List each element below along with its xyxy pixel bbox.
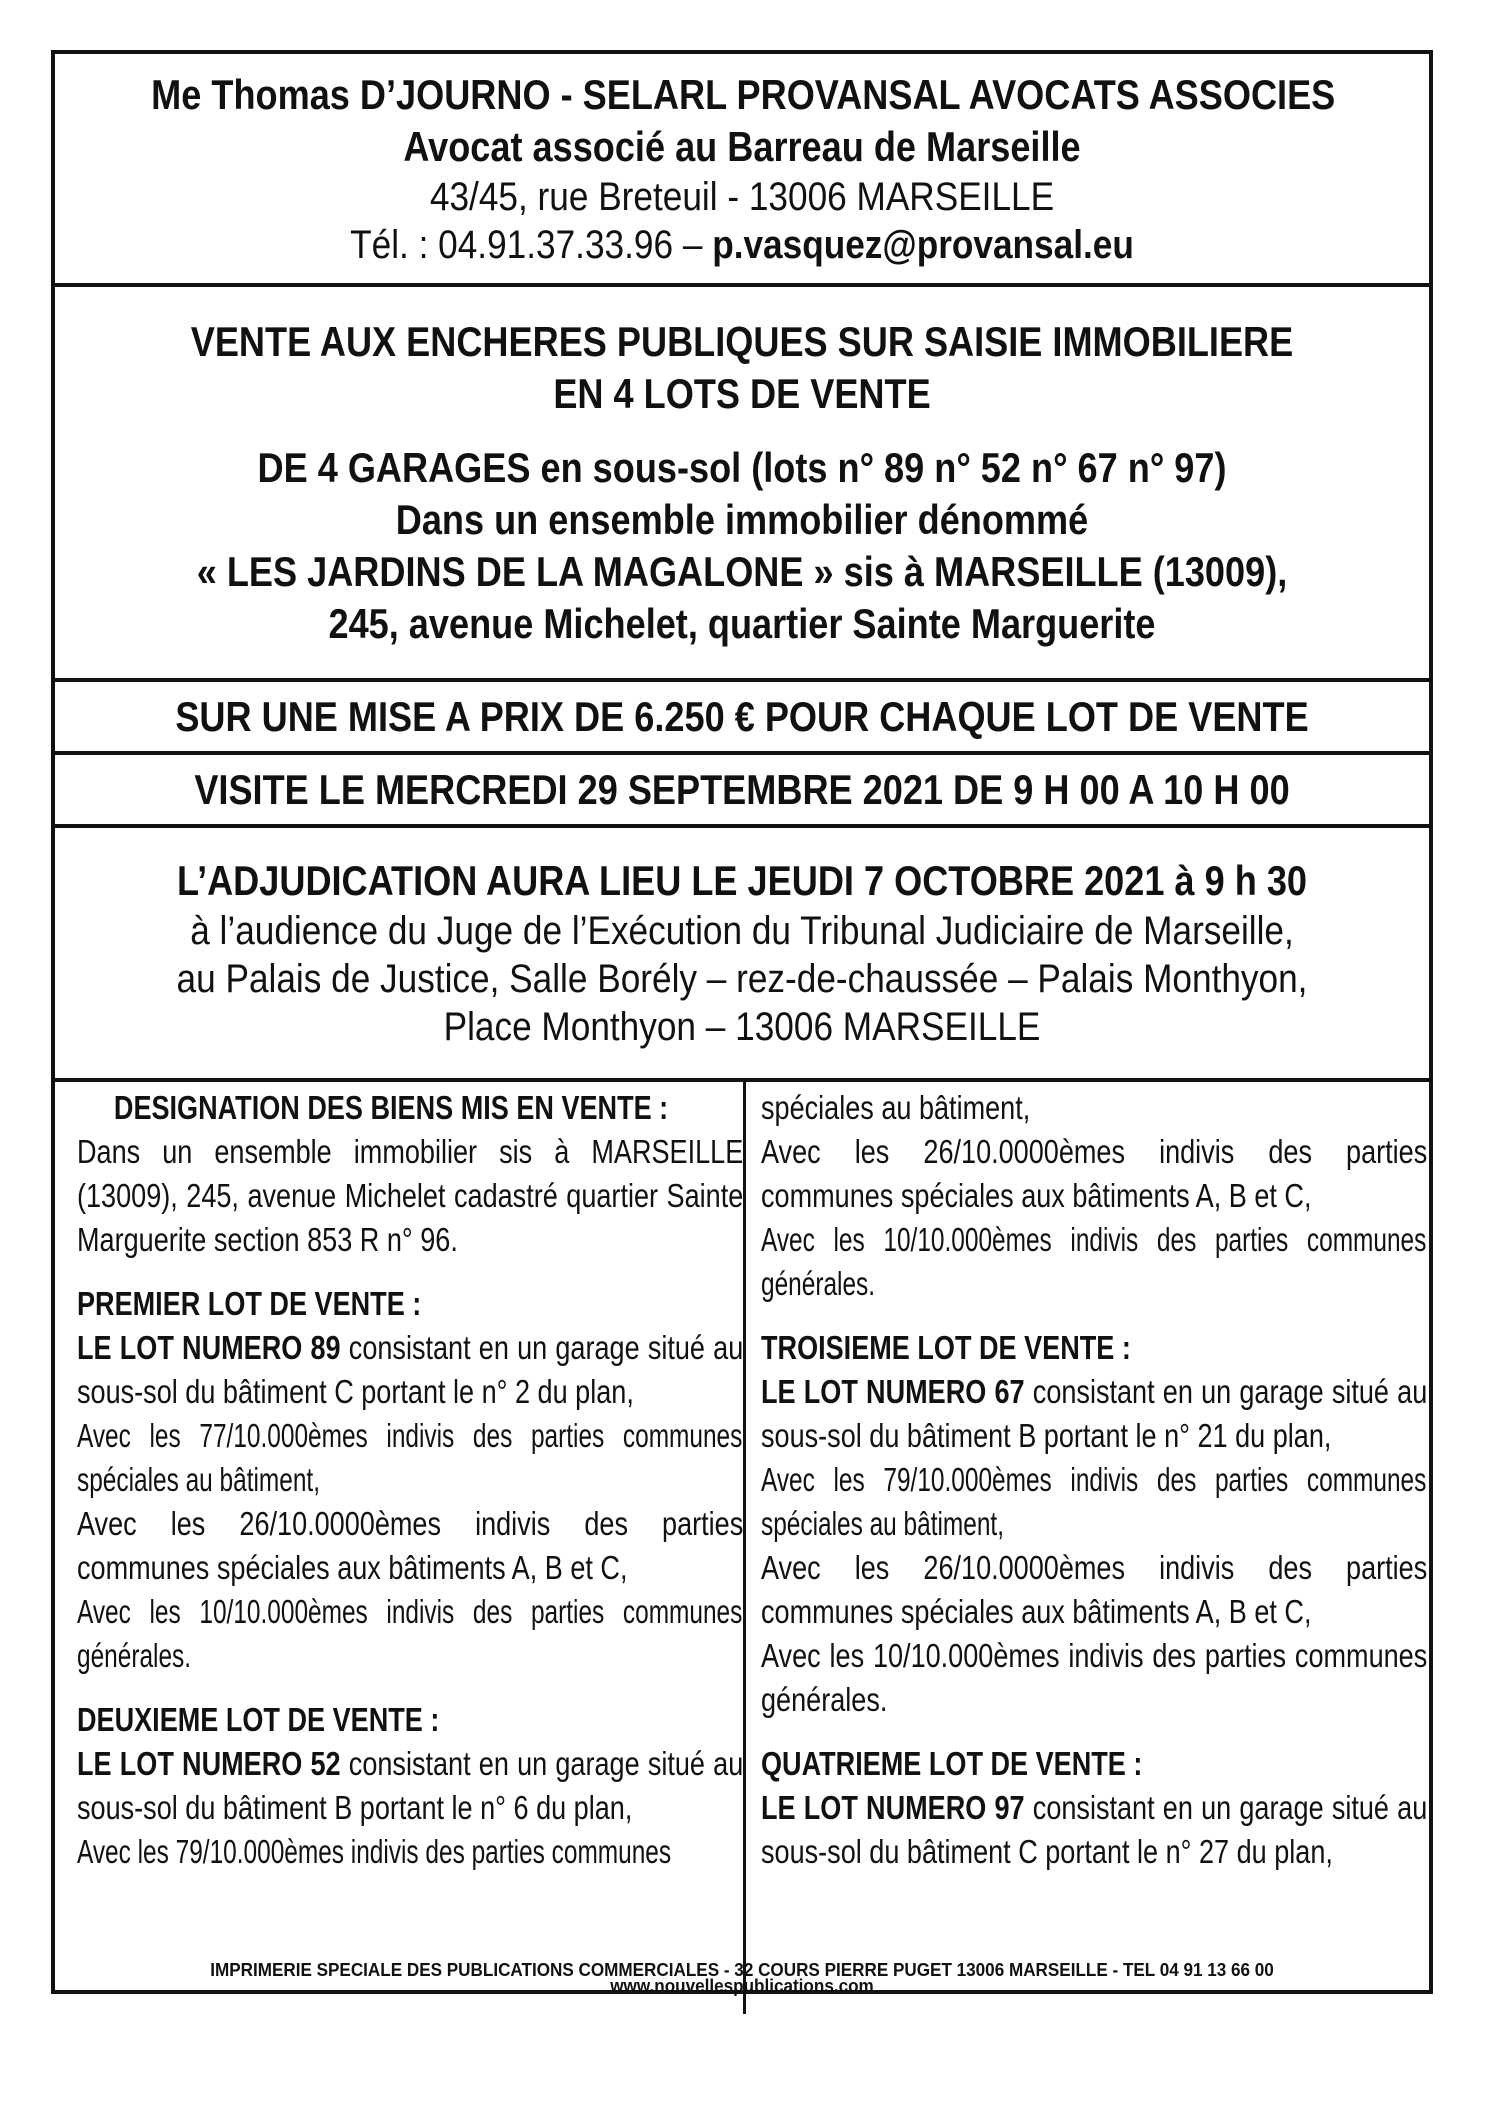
adjudication-block [55, 828, 1429, 1082]
lawyer-contact [137, 221, 1346, 269]
lawyer-role: Avocat associé au Barreau de Marseille [403, 122, 1081, 170]
lot3-description [761, 1370, 1427, 1458]
legal-notice-frame [51, 50, 1433, 1994]
lawyer-phone: Tél. : 04.91.37.33.96 – [350, 222, 703, 267]
designation-text: Dans un ensemble immobilier sis à MARSEILLE (13009), 245, avenue Michelet cadastré quartier Sainte Marguerite section 853 R n° 96. [77, 1133, 744, 1258]
spacer [761, 1306, 1427, 1326]
sale-title-block [55, 287, 1429, 682]
lot1-share-2: Avec les 26/10.0000èmes indivis des parties communes spéciales aux bâtiments A, B et C, [77, 1505, 744, 1586]
lot1-share-1: Avec les 77/10.000èmes indivis des parties communes spéciales au bâtiment, [77, 1417, 743, 1498]
sale-line-4: Dans un ensemble immobilier dénommé [395, 495, 1089, 543]
adjudication-title: L’ADJUDICATION AURA LIEU LE JEUDI 7 OCTOBRE 2021 à 9 h 30 [176, 857, 1308, 904]
lot2-heading: DEUXIEME LOT DE VENTE : [77, 1701, 440, 1738]
sale-line-5: « LES JARDINS DE LA MAGALONE » sis à MARSEILLE (13009), [196, 547, 1288, 595]
designation-heading: DESIGNATION DES BIENS MIS EN VENTE : [113, 1089, 669, 1126]
lot3-heading: TROISIEME LOT DE VENTE : [761, 1329, 1131, 1366]
lawyer-header [55, 54, 1429, 287]
lot3-share-1: Avec les 79/10.000èmes indivis des parties communes spéciales au bâtiment, [761, 1461, 1427, 1542]
adjudication-line-1: à l’audience du Juge de l’Exécution du Tribunal Judiciaire de Marseille, [190, 909, 1294, 953]
visit-text: VISITE LE MERCREDI 29 SEPTEMBRE 2021 DE 9 H 00 A 10 H 00 [194, 765, 1290, 813]
lot1-description [77, 1326, 743, 1414]
lot4-heading: QUATRIEME LOT DE VENTE : [761, 1745, 1143, 1782]
printer-website[interactable]: www.nouvellespublications.com [610, 1976, 874, 1996]
sale-line-2: EN 4 LOTS DE VENTE [553, 369, 931, 417]
lot2-lead: LE LOT NUMERO 52 [77, 1745, 341, 1782]
spacer [77, 1678, 743, 1698]
lot3-share-3: Avec les 10/10.000èmes indivis des parties communes générales. [761, 1637, 1428, 1718]
lawyer-address: 43/45, rue Breteuil - 13006 MARSEILLE [429, 174, 1055, 219]
lot3-desc: consistant en un garage situé au sous-sol du bâtiment B portant le n° 21 du plan, [761, 1373, 1428, 1454]
lot2-share-3: Avec les 10/10.000èmes indivis des parties communes générales. [761, 1221, 1427, 1302]
column-divider [743, 1082, 746, 2014]
spacer [77, 1262, 743, 1282]
left-column [77, 1086, 743, 2014]
lot4-description [761, 1786, 1427, 1874]
adjudication-line-2: au Palais de Justice, Salle Borély – rez-de-chaussée – Palais Monthyon, [176, 957, 1308, 1001]
lot2-share-1: Avec les 79/10.000èmes indivis des parties communes [77, 1833, 672, 1870]
right-column [761, 1086, 1427, 2014]
sale-line-1: VENTE AUX ENCHERES PUBLIQUES SUR SAISIE IMMOBILIERE [190, 317, 1294, 365]
lots-columns [55, 1082, 1429, 2014]
lot1-share-3: Avec les 10/10.000èmes indivis des parties communes générales. [77, 1593, 743, 1674]
lot1-heading: PREMIER LOT DE VENTE : [77, 1285, 422, 1322]
lot4-lead: LE LOT NUMERO 97 [761, 1789, 1025, 1826]
lot4-desc: consistant en un garage situé au sous-sol du bâtiment C portant le n° 27 du plan, [761, 1789, 1428, 1870]
sale-line-6: 245, avenue Michelet, quartier Sainte Marguerite [328, 599, 1156, 647]
lot1-lead: LE LOT NUMERO 89 [77, 1329, 341, 1366]
price-banner [55, 682, 1429, 755]
visit-banner [55, 755, 1429, 828]
sale-line-3: DE 4 GARAGES en sous-sol (lots n° 89 n° 52 n° 67 n° 97) [257, 443, 1227, 491]
lot2-desc: consistant en un garage situé au sous-sol du bâtiment B portant le n° 6 du plan, [77, 1745, 744, 1826]
lot3-lead: LE LOT NUMERO 67 [761, 1373, 1025, 1410]
lot1-desc: consistant en un garage situé au sous-sol du bâtiment C portant le n° 2 du plan, [77, 1329, 744, 1410]
spacer [55, 420, 1429, 442]
printer-info: IMPRIMERIE SPECIALE DES PUBLICATIONS COMMERCIALES - 32 COURS PIERRE PUGET 13006 MARSEILLE - TEL 04 91 13 66 00 [210, 1960, 1274, 1980]
lot2-description [77, 1742, 743, 1830]
printer-footer [51, 1962, 1433, 1994]
lot2-share-2: Avec les 26/10.0000èmes indivis des parties communes spéciales aux bâtiments A, B et C, [761, 1133, 1428, 1214]
lot2-share-1-continued: spéciales au bâtiment, [761, 1089, 1031, 1126]
lawyer-name: Me Thomas D’JOURNO - SELARL PROVANSAL AVOCATS ASSOCIES [151, 70, 1336, 118]
adjudication-line-3: Place Monthyon – 13006 MARSEILLE [443, 1005, 1041, 1049]
spacer [761, 1722, 1427, 1742]
lot3-share-2: Avec les 26/10.0000èmes indivis des parties communes spéciales aux bâtiments A, B et C, [761, 1549, 1428, 1630]
lawyer-email[interactable]: p.vasquez@provansal.eu [712, 222, 1134, 267]
price-text: SUR UNE MISE A PRIX DE 6.250 € POUR CHAQUE LOT DE VENTE [175, 692, 1309, 740]
